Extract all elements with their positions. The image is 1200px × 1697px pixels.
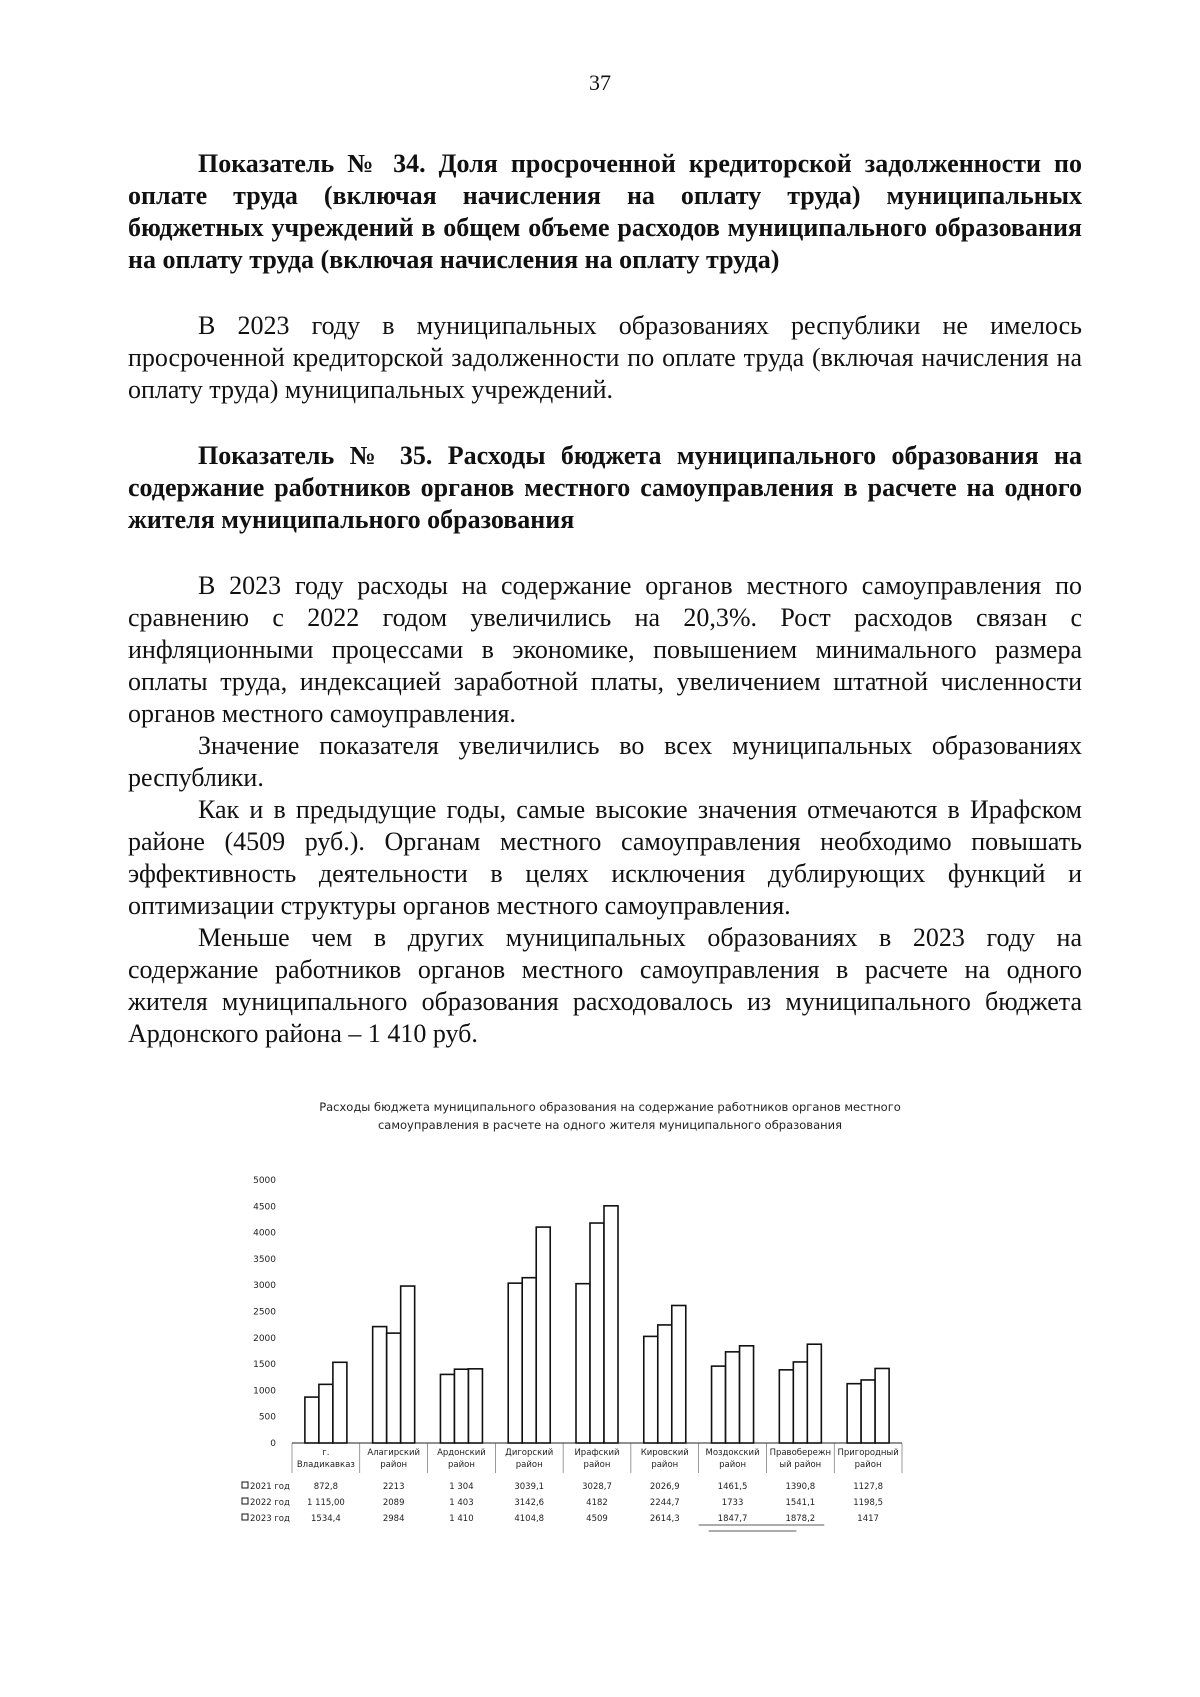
category-label: Правобережн <box>769 1448 832 1458</box>
data-label: 4104,8 <box>514 1514 545 1524</box>
bar <box>644 1336 658 1443</box>
bar <box>847 1384 861 1443</box>
data-label: 2089 <box>382 1498 405 1508</box>
data-label: 1198,5 <box>853 1498 883 1508</box>
section-34-heading: Показатель № 34. Доля просроченной кредиторской задолженности по оплате труда (включая начисления на оплату труда) муниципальных бюджетных учреждений в общем объеме расходов муниципального образования на оплату труда (включая начисления на оплату труда) <box>128 149 1082 274</box>
category-label: район <box>583 1460 611 1470</box>
bar <box>658 1325 672 1443</box>
data-label: 1541,1 <box>785 1498 816 1508</box>
section-35 <box>128 440 1082 536</box>
data-label: 872,8 <box>313 1482 339 1492</box>
bar <box>779 1370 793 1443</box>
category-label: Моздокский <box>705 1448 760 1458</box>
bar <box>576 1284 590 1443</box>
bar <box>793 1362 807 1443</box>
y-tick-label: 3000 <box>253 1281 276 1292</box>
bar <box>440 1374 454 1443</box>
bar <box>333 1362 347 1443</box>
section-34-paragraph: В 2023 году в муниципальных образованиях республики не имелось просроченной кредиторской задолженности по оплате труда (включая начисления на оплату труда) муниципальных учреждений. <box>128 311 1082 404</box>
bar <box>861 1380 875 1443</box>
data-label: 2213 <box>382 1482 405 1492</box>
category-label: Владикавказ <box>296 1460 355 1470</box>
bar <box>875 1368 889 1443</box>
bar <box>373 1327 387 1443</box>
bar <box>726 1352 740 1443</box>
category-label: район <box>854 1460 882 1470</box>
y-tick-label: 1500 <box>253 1360 276 1371</box>
y-tick-label: 3500 <box>253 1254 276 1265</box>
data-label: 1 115,00 <box>306 1498 345 1508</box>
category-label: Ирафский <box>574 1448 620 1458</box>
bar <box>604 1206 618 1443</box>
category-label: Ардонский <box>437 1448 486 1458</box>
y-tick-label: 5000 <box>253 1176 276 1186</box>
legend-swatch <box>242 1482 248 1488</box>
data-label: 2614,3 <box>649 1514 680 1524</box>
category-label: район <box>447 1460 475 1470</box>
legend-label: 2021 год <box>250 1482 290 1492</box>
bar <box>590 1223 604 1443</box>
bar <box>319 1384 333 1443</box>
data-label: 2984 <box>382 1514 405 1524</box>
bar <box>401 1286 415 1443</box>
category-label: ый район <box>779 1460 822 1470</box>
data-label: 1417 <box>857 1514 879 1524</box>
section-35-body <box>128 570 1082 1050</box>
y-tick-label: 2000 <box>253 1333 276 1344</box>
data-label: 4509 <box>586 1514 608 1524</box>
category-label: район <box>651 1460 679 1470</box>
chart-title: Расходы бюджета муниципального образования на содержание работников органов местного самоуправления в расчете на одного жителя муниципального образования <box>319 1100 901 1132</box>
section-34-body <box>128 310 1082 406</box>
data-label: 1733 <box>721 1498 744 1508</box>
expenses-chart <box>240 1098 980 1568</box>
category-label: Дигорский <box>505 1448 554 1458</box>
data-label: 1847,7 <box>717 1514 748 1524</box>
category-label: район <box>380 1460 408 1470</box>
category-label: район <box>719 1460 747 1470</box>
legend-label: 2023 год <box>250 1514 290 1524</box>
data-label: 2244,7 <box>649 1498 680 1508</box>
category-label: Алагирский <box>367 1448 421 1458</box>
section-35-heading: Показатель № 35. Расходы бюджета муниципального образования на содержание работников органов местного самоуправления в расчете на одного жителя муниципального образования <box>128 441 1082 534</box>
section-35-paragraph: Как и в предыдущие годы, самые высокие значения отмечаются в Ирафском районе (4509 руб.). Органам местного самоуправления необходимо повышать эффективность деятельности в целях исключения дублирующих функций и оптимизации структуры органов местного самоуправления. <box>128 795 1082 920</box>
y-tick-label: 500 <box>258 1412 276 1423</box>
data-label: 1 410 <box>449 1514 474 1524</box>
legend-label: 2022 год <box>250 1498 290 1508</box>
data-label: 2026,9 <box>649 1482 680 1492</box>
category-label: Пригородный <box>837 1448 899 1458</box>
bar <box>740 1346 754 1443</box>
data-label: 1461,5 <box>717 1482 748 1492</box>
data-label: 1878,2 <box>785 1514 816 1524</box>
y-tick-label: 4500 <box>253 1202 276 1213</box>
bar <box>712 1366 726 1443</box>
page-number: 37 <box>589 70 611 95</box>
section-35-paragraph: Меньше чем в других муниципальных образованиях в 2023 году на содержание работников органов местного самоуправления в расчете на одного жителя муниципального образования расходовалось из муниципального бюджета Ардонского района – 1 410 руб. <box>128 923 1082 1048</box>
bar <box>468 1369 482 1443</box>
data-label: 4182 <box>586 1498 608 1508</box>
data-label: 3028,7 <box>582 1482 612 1492</box>
data-label: 1127,8 <box>853 1482 883 1492</box>
data-label: 1 403 <box>449 1498 474 1508</box>
y-tick-label: 2500 <box>253 1307 276 1318</box>
bar <box>807 1344 821 1443</box>
legend-swatch <box>242 1514 248 1520</box>
section-35-paragraph: Значение показателя увеличились во всех муниципальных образованиях республики. <box>128 731 1082 792</box>
bar <box>672 1305 686 1443</box>
y-tick-label: 1000 <box>253 1386 276 1397</box>
bar <box>536 1227 550 1443</box>
category-label: район <box>515 1460 543 1470</box>
data-label: 1390,8 <box>785 1482 816 1492</box>
bar <box>387 1333 401 1443</box>
category-label: г. <box>322 1448 330 1458</box>
section-34 <box>128 148 1082 276</box>
section-35-paragraph: В 2023 году расходы на содержание органов местного самоуправления по сравнению с 2022 годом увеличились на 20,3%. Рост расходов связан с инфляционными процессами в экономике, повышением минимального размера оплаты труда, индексацией заработной платы, увеличением штатной численности органов местного самоуправления. <box>128 571 1082 728</box>
bar <box>508 1283 522 1443</box>
data-label: 1534,4 <box>311 1514 341 1524</box>
bar <box>305 1397 319 1443</box>
y-tick-label: 0 <box>270 1439 276 1449</box>
data-label: 1 304 <box>449 1482 474 1492</box>
chart-canvas <box>240 1098 980 1568</box>
y-tick-label: 4000 <box>253 1228 276 1239</box>
bar <box>454 1369 468 1443</box>
legend-swatch <box>242 1498 248 1504</box>
bar <box>522 1278 536 1443</box>
category-label: Кировский <box>640 1448 689 1458</box>
data-label: 3142,6 <box>514 1498 545 1508</box>
data-label: 3039,1 <box>514 1482 545 1492</box>
